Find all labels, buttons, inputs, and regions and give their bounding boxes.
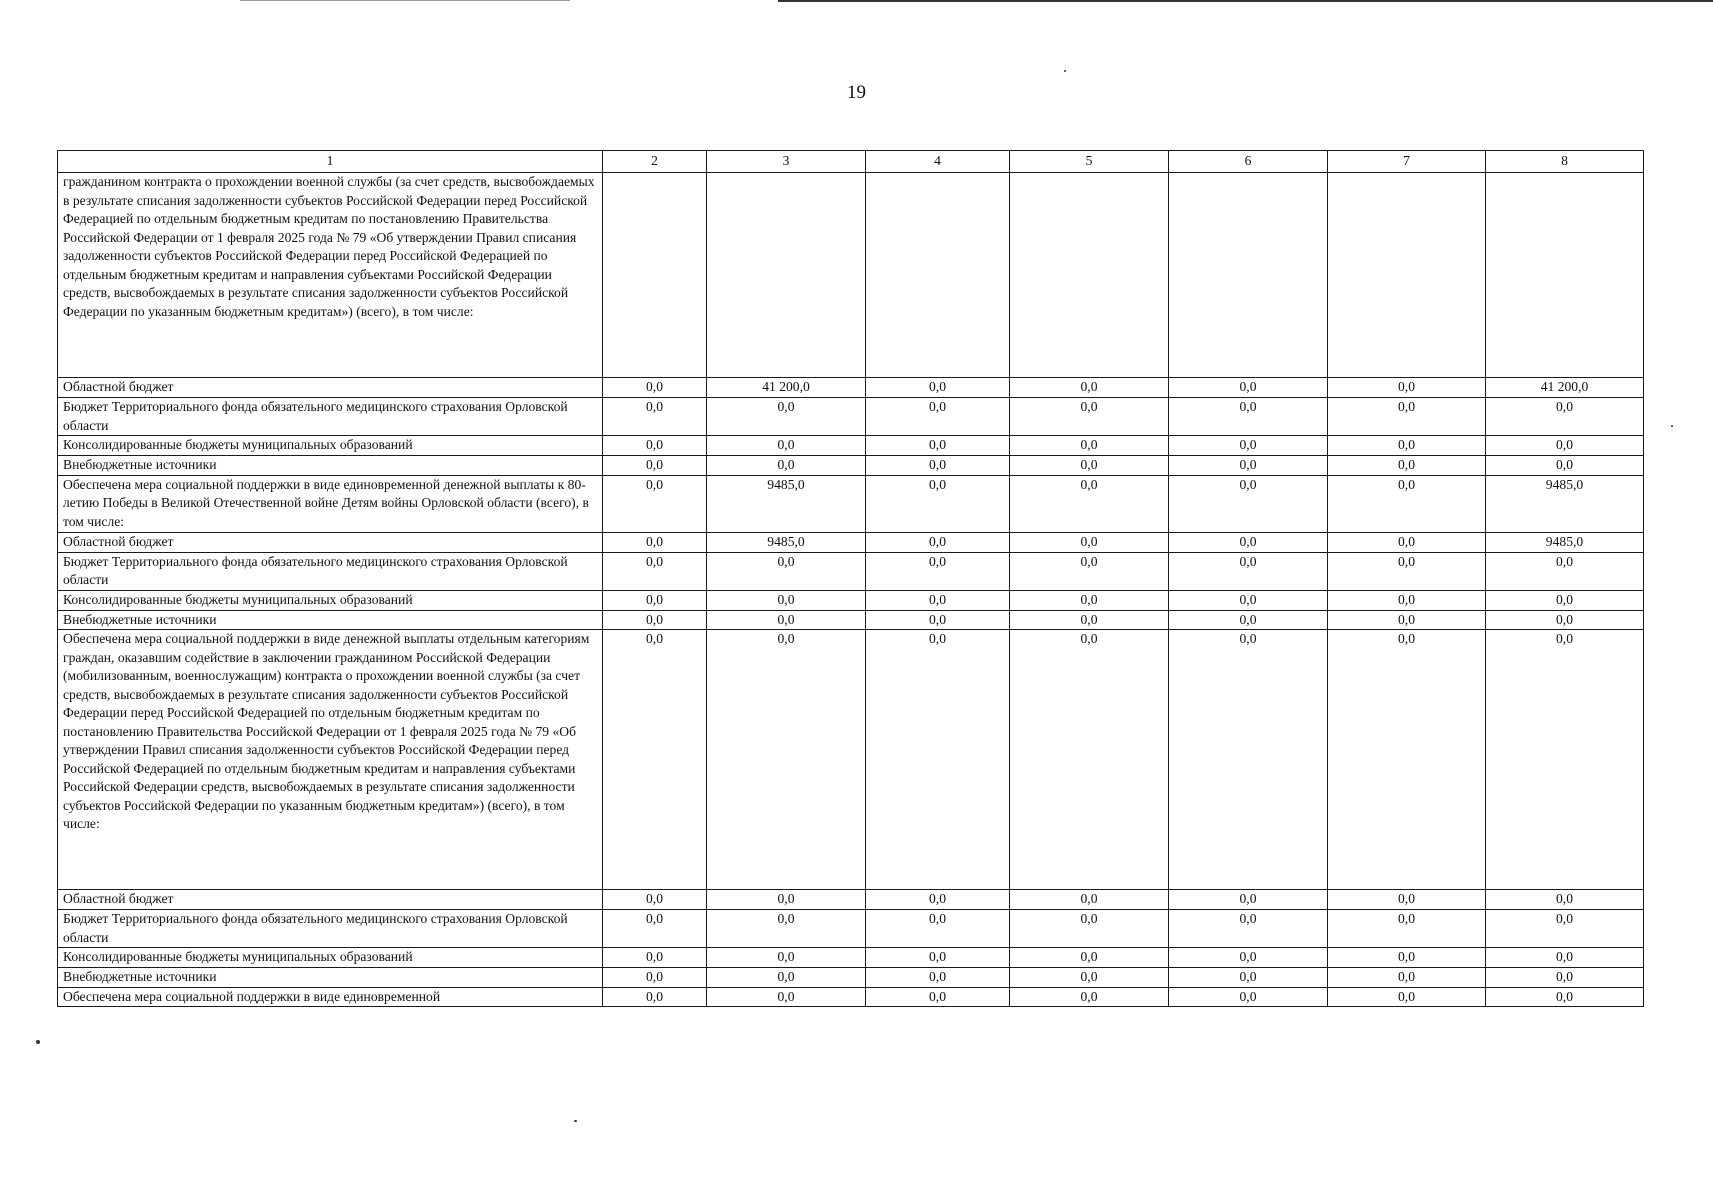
value-cell-col-5: 0,0 xyxy=(1010,456,1169,476)
value-cell-col-2: 0,0 xyxy=(603,456,707,476)
value-cell-col-4: 0,0 xyxy=(866,456,1010,476)
value-cell-col-6: 0,0 xyxy=(1169,378,1328,398)
row-description: Консолидированные бюджеты муниципальных образований xyxy=(58,590,603,610)
value-cell-col-4: 0,0 xyxy=(866,436,1010,456)
table-row xyxy=(58,552,1644,590)
column-header: 6 xyxy=(1169,151,1328,173)
table-row xyxy=(58,475,1644,532)
value-cell-col-6: 0,0 xyxy=(1169,968,1328,988)
value-cell-col-5: 0,0 xyxy=(1010,948,1169,968)
value-cell-col-8: 0,0 xyxy=(1486,630,1644,890)
value-cell-col-6: 0,0 xyxy=(1169,398,1328,436)
table-header-row xyxy=(58,151,1644,173)
value-cell-col-3 xyxy=(707,173,866,378)
value-cell-col-8: 0,0 xyxy=(1486,398,1644,436)
value-cell-col-5: 0,0 xyxy=(1010,552,1169,590)
value-cell-col-5: 0,0 xyxy=(1010,378,1169,398)
value-cell-col-6: 0,0 xyxy=(1169,590,1328,610)
value-cell-col-5: 0,0 xyxy=(1010,398,1169,436)
value-cell-col-2: 0,0 xyxy=(603,378,707,398)
value-cell-col-4: 0,0 xyxy=(866,968,1010,988)
value-cell-col-2 xyxy=(603,173,707,378)
value-cell-col-8: 0,0 xyxy=(1486,968,1644,988)
value-cell-col-7: 0,0 xyxy=(1328,532,1486,552)
row-description: Внебюджетные источники xyxy=(58,610,603,630)
value-cell-col-2: 0,0 xyxy=(603,910,707,948)
value-cell-col-8: 9485,0 xyxy=(1486,475,1644,532)
row-description: Консолидированные бюджеты муниципальных образований xyxy=(58,948,603,968)
value-cell-col-6: 0,0 xyxy=(1169,610,1328,630)
value-cell-col-2: 0,0 xyxy=(603,890,707,910)
value-cell-col-8: 0,0 xyxy=(1486,948,1644,968)
value-cell-col-7: 0,0 xyxy=(1328,456,1486,476)
table-row xyxy=(58,948,1644,968)
value-cell-col-2: 0,0 xyxy=(603,610,707,630)
value-cell-col-7: 0,0 xyxy=(1328,590,1486,610)
value-cell-col-3: 0,0 xyxy=(707,590,866,610)
value-cell-col-5: 0,0 xyxy=(1010,630,1169,890)
value-cell-col-5: 0,0 xyxy=(1010,590,1169,610)
table-row xyxy=(58,590,1644,610)
value-cell-col-8 xyxy=(1486,173,1644,378)
value-cell-col-2: 0,0 xyxy=(603,475,707,532)
value-cell-col-3: 0,0 xyxy=(707,890,866,910)
value-cell-col-7: 0,0 xyxy=(1328,910,1486,948)
table-row xyxy=(58,987,1644,1007)
scan-speck xyxy=(36,1040,40,1044)
value-cell-col-6: 0,0 xyxy=(1169,890,1328,910)
row-description: Областной бюджет xyxy=(58,532,603,552)
column-header: 2 xyxy=(603,151,707,173)
value-cell-col-3: 9485,0 xyxy=(707,532,866,552)
scan-speck xyxy=(1064,70,1066,72)
value-cell-col-4: 0,0 xyxy=(866,948,1010,968)
value-cell-col-2: 0,0 xyxy=(603,552,707,590)
value-cell-col-5: 0,0 xyxy=(1010,436,1169,456)
value-cell-col-8: 0,0 xyxy=(1486,890,1644,910)
scan-speck xyxy=(574,1120,577,1122)
table-row xyxy=(58,610,1644,630)
value-cell-col-8: 0,0 xyxy=(1486,910,1644,948)
column-header: 4 xyxy=(866,151,1010,173)
value-cell-col-8: 0,0 xyxy=(1486,552,1644,590)
value-cell-col-6: 0,0 xyxy=(1169,475,1328,532)
row-description: Обеспечена мера социальной поддержки в виде денежной выплаты отдельным категориям граждан, оказавшим содействие в заключении гражданином Российской Федерации (мобилизованным, военнослужащим) контракта о прохождении военной службы (за счет средств, высвобождаемых в результате списания задолженности субъектов Российской Федерации перед Российской Федерацией по отдельным бюджетным кредитам по постановлению Правительства Российской Федерации от 1 февраля 2025 года № 79 «Об утверждении Правил списания задолженности субъектов Российской Федерации перед Российской Федерацией по отдельным бюджетным кредитам и направления субъектами Российской Федерации средств, высвобождаемых в результате списания задолженности субъектов Российской Федерации по указанным бюджетным кредитам») (всего), в том числе: xyxy=(58,630,603,890)
row-description: Бюджет Территориального фонда обязательного медицинского страхования Орловской области xyxy=(58,552,603,590)
value-cell-col-3: 0,0 xyxy=(707,398,866,436)
budget-table xyxy=(57,150,1644,1007)
value-cell-col-7: 0,0 xyxy=(1328,968,1486,988)
value-cell-col-5: 0,0 xyxy=(1010,610,1169,630)
value-cell-col-5 xyxy=(1010,173,1169,378)
value-cell-col-2: 0,0 xyxy=(603,532,707,552)
value-cell-col-5: 0,0 xyxy=(1010,910,1169,948)
value-cell-col-6: 0,0 xyxy=(1169,948,1328,968)
value-cell-col-7 xyxy=(1328,173,1486,378)
value-cell-col-5: 0,0 xyxy=(1010,987,1169,1007)
value-cell-col-4 xyxy=(866,173,1010,378)
value-cell-col-3: 9485,0 xyxy=(707,475,866,532)
value-cell-col-6: 0,0 xyxy=(1169,532,1328,552)
row-description: Областной бюджет xyxy=(58,378,603,398)
row-description: Бюджет Территориального фонда обязательного медицинского страхования Орловской области xyxy=(58,910,603,948)
value-cell-col-7: 0,0 xyxy=(1328,398,1486,436)
column-header: 7 xyxy=(1328,151,1486,173)
table-body xyxy=(58,173,1644,1007)
value-cell-col-2: 0,0 xyxy=(603,987,707,1007)
value-cell-col-4: 0,0 xyxy=(866,987,1010,1007)
value-cell-col-7: 0,0 xyxy=(1328,987,1486,1007)
value-cell-col-7: 0,0 xyxy=(1328,378,1486,398)
table-row xyxy=(58,532,1644,552)
value-cell-col-6: 0,0 xyxy=(1169,552,1328,590)
value-cell-col-2: 0,0 xyxy=(603,436,707,456)
value-cell-col-2: 0,0 xyxy=(603,590,707,610)
value-cell-col-6: 0,0 xyxy=(1169,456,1328,476)
value-cell-col-4: 0,0 xyxy=(866,590,1010,610)
row-description: гражданином контракта о прохождении военной службы (за счет средств, высвобождаемых в результате списания задолженности субъектов Российской Федерации перед Российской Федерацией по отдельным бюджетным кредитам по постановлению Правительства Российской Федерации от 1 февраля 2025 года № 79 «Об утверждении Правил списания задолженности субъектов Российской Федерации перед Российской Федерацией по отдельным бюджетным кредитам и направления субъектами Российской Федерации средств, высвобождаемых в результате списания задолженности субъектов Российской Федерации по указанным бюджетным кредитам») (всего), в том числе: xyxy=(58,173,603,378)
value-cell-col-3: 41 200,0 xyxy=(707,378,866,398)
row-description: Бюджет Территориального фонда обязательного медицинского страхования Орловской области xyxy=(58,398,603,436)
value-cell-col-2: 0,0 xyxy=(603,948,707,968)
table-row xyxy=(58,630,1644,890)
value-cell-col-3: 0,0 xyxy=(707,610,866,630)
value-cell-col-6 xyxy=(1169,173,1328,378)
value-cell-col-3: 0,0 xyxy=(707,552,866,590)
value-cell-col-3: 0,0 xyxy=(707,630,866,890)
value-cell-col-6: 0,0 xyxy=(1169,987,1328,1007)
value-cell-col-2: 0,0 xyxy=(603,398,707,436)
row-description: Областной бюджет xyxy=(58,890,603,910)
value-cell-col-3: 0,0 xyxy=(707,987,866,1007)
value-cell-col-2: 0,0 xyxy=(603,968,707,988)
table-row xyxy=(58,456,1644,476)
column-header: 8 xyxy=(1486,151,1644,173)
value-cell-col-2: 0,0 xyxy=(603,630,707,890)
value-cell-col-7: 0,0 xyxy=(1328,552,1486,590)
row-description: Внебюджетные источники xyxy=(58,968,603,988)
scan-top-rule-left xyxy=(240,0,570,1)
column-header: 1 xyxy=(58,151,603,173)
value-cell-col-7: 0,0 xyxy=(1328,630,1486,890)
value-cell-col-3: 0,0 xyxy=(707,948,866,968)
value-cell-col-4: 0,0 xyxy=(866,890,1010,910)
value-cell-col-7: 0,0 xyxy=(1328,948,1486,968)
table-row xyxy=(58,436,1644,456)
value-cell-col-8: 9485,0 xyxy=(1486,532,1644,552)
value-cell-col-8: 0,0 xyxy=(1486,987,1644,1007)
row-description: Консолидированные бюджеты муниципальных образований xyxy=(58,436,603,456)
column-header: 5 xyxy=(1010,151,1169,173)
value-cell-col-3: 0,0 xyxy=(707,456,866,476)
value-cell-col-4: 0,0 xyxy=(866,610,1010,630)
value-cell-col-5: 0,0 xyxy=(1010,968,1169,988)
value-cell-col-8: 0,0 xyxy=(1486,456,1644,476)
column-header: 3 xyxy=(707,151,866,173)
value-cell-col-8: 0,0 xyxy=(1486,590,1644,610)
scan-speck xyxy=(1671,425,1673,427)
value-cell-col-7: 0,0 xyxy=(1328,890,1486,910)
value-cell-col-6: 0,0 xyxy=(1169,436,1328,456)
value-cell-col-5: 0,0 xyxy=(1010,475,1169,532)
value-cell-col-6: 0,0 xyxy=(1169,910,1328,948)
row-description: Обеспечена мера социальной поддержки в виде единовременной денежной выплаты к 80-летию Победы в Великой Отечественной войне Детям войны Орловской области (всего), в том числе: xyxy=(58,475,603,532)
table-row xyxy=(58,968,1644,988)
value-cell-col-4: 0,0 xyxy=(866,532,1010,552)
value-cell-col-6: 0,0 xyxy=(1169,630,1328,890)
value-cell-col-7: 0,0 xyxy=(1328,610,1486,630)
row-description: Внебюджетные источники xyxy=(58,456,603,476)
value-cell-col-4: 0,0 xyxy=(866,398,1010,436)
table-row xyxy=(58,910,1644,948)
value-cell-col-8: 0,0 xyxy=(1486,610,1644,630)
scan-top-rule-right xyxy=(778,0,1713,2)
value-cell-col-5: 0,0 xyxy=(1010,890,1169,910)
value-cell-col-3: 0,0 xyxy=(707,910,866,948)
value-cell-col-5: 0,0 xyxy=(1010,532,1169,552)
value-cell-col-8: 0,0 xyxy=(1486,436,1644,456)
value-cell-col-4: 0,0 xyxy=(866,552,1010,590)
value-cell-col-7: 0,0 xyxy=(1328,436,1486,456)
table-row xyxy=(58,398,1644,436)
value-cell-col-4: 0,0 xyxy=(866,910,1010,948)
value-cell-col-4: 0,0 xyxy=(866,475,1010,532)
table-row xyxy=(58,173,1644,378)
table-row xyxy=(58,378,1644,398)
row-description: Обеспечена мера социальной поддержки в виде единовременной xyxy=(58,987,603,1007)
table-row xyxy=(58,890,1644,910)
page-number: 19 xyxy=(847,82,866,103)
value-cell-col-7: 0,0 xyxy=(1328,475,1486,532)
value-cell-col-4: 0,0 xyxy=(866,378,1010,398)
value-cell-col-3: 0,0 xyxy=(707,436,866,456)
value-cell-col-8: 41 200,0 xyxy=(1486,378,1644,398)
value-cell-col-3: 0,0 xyxy=(707,968,866,988)
value-cell-col-4: 0,0 xyxy=(866,630,1010,890)
